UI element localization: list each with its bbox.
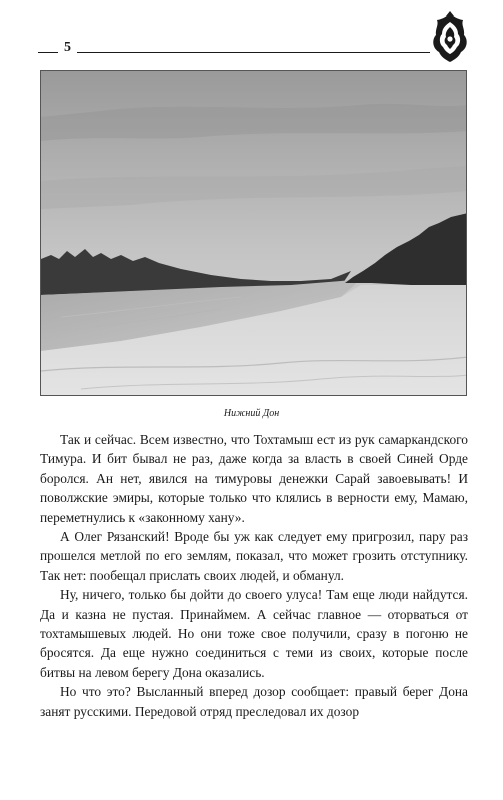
figure-caption: Нижний Дон [223,408,280,419]
paragraph: А Олег Рязанский! Вроде бы уж как следует ему пригрозил, пару раз прошелся метлой по его землям, показал, что может грозить отступнику. Так нет: пообещал прислать своих людей, и обманул. [40,529,468,583]
ornament-icon [430,10,470,64]
paragraph: Так и сейчас. Всем известно, что Тохтамыш ест из рук самаркандского Тимура. И бит бывал не раз, даже когда за власть в своей Синей Орде боролся. Ан нет, явился на тимуровы денежки Сарай завоевывать! И поволжские эмиры, которые только что клялись в верности ему, Мамаю, переметнулись к «законному хану». [40,432,468,525]
river-photo [40,70,467,396]
page-number: 5 [58,40,77,56]
body-text [40,430,468,721]
paragraph: Ну, ничего, только бы дойти до своего улуса! Там еще люди найдутся. Да и казна не пустая. Принаймем. А сейчас главное — оторваться от тохтамышевых людей. Но они тоже свое получили, сразу в погоню не бросятся. Да еще нужно соединиться с теми из своих, которые после битвы на левом берегу Дона оказались. [40,587,468,680]
header-rule [38,52,468,53]
paragraph: Но что это? Высланный вперед дозор сообщает: правый берег Дона занят русскими. Передовой отряд преследовал их дозор [40,684,468,719]
